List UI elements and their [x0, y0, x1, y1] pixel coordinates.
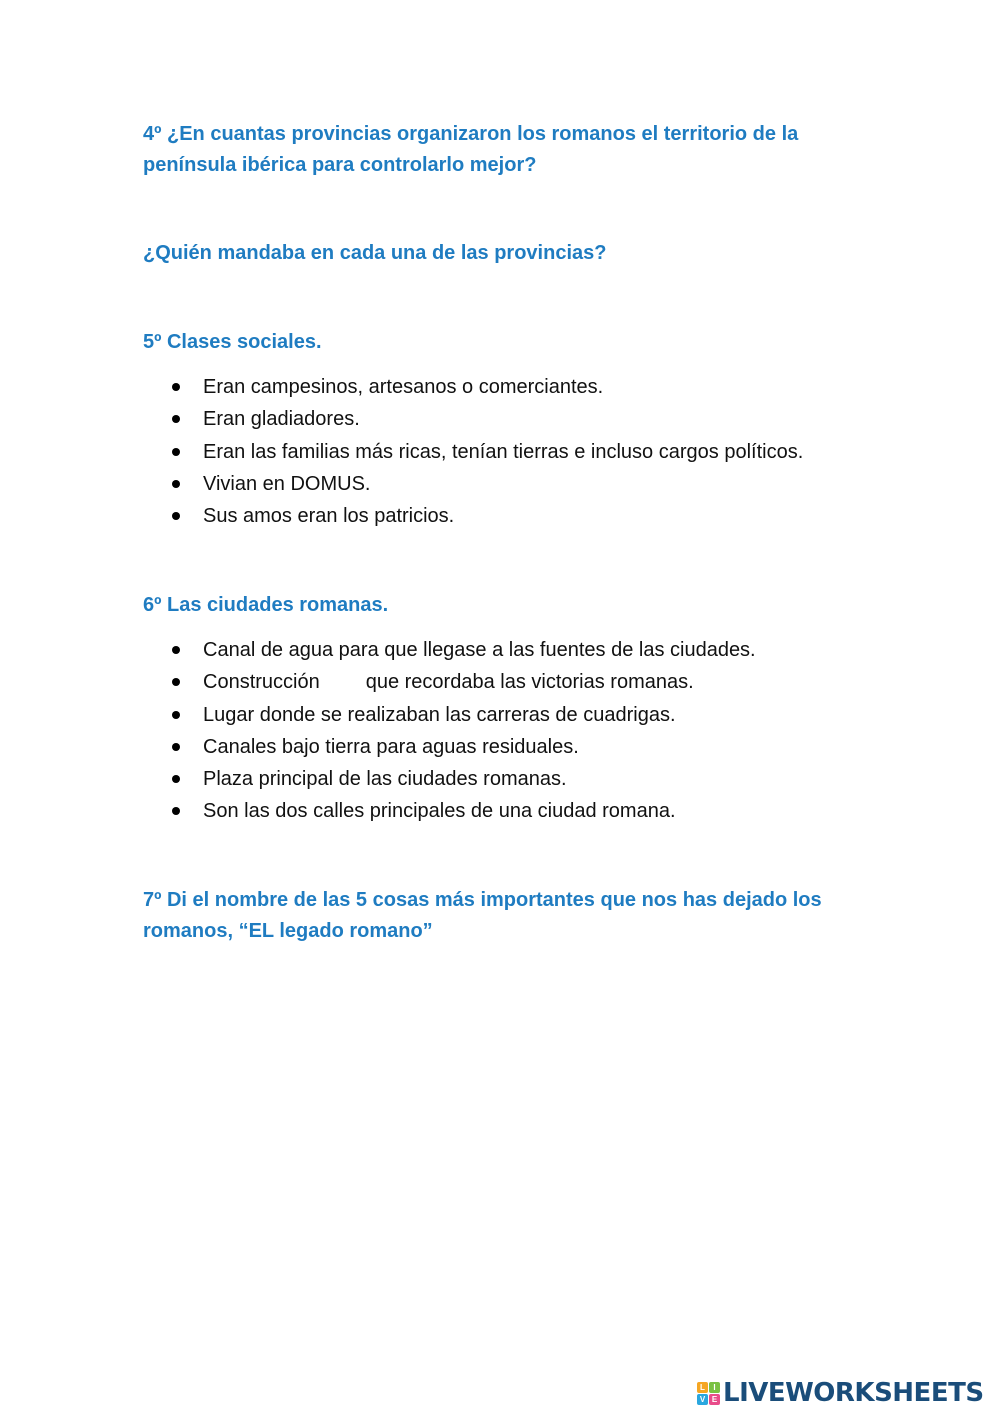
liveworksheets-logo-icon [697, 1382, 720, 1405]
worksheet-page: 4º ¿En cuantas provincias organizaron los romanos el territorio de la península ibérica para controlarlo mejor? ¿Quién mandaba en cada una de las provincias? 5º Clases sociales. Eran campesinos, artesanos o comerciantes. Eran gladiadores. Eran las familias más ricas, tenían tierras e incluso cargos políticos. Vivian en DOMUS. Sus amos eran los patricios. 6º Las ciudades romanas. Canal de agua para que llegase a las fuentes de las ciudades. Construcción que recordaba las victorias romanas. Lugar donde se realizaban las carreras de cuadrigas. Canales bajo tierra para aguas residuales. Plaza principal de las ciudades romanas. Son las dos calles principales de una ciudad romana. 7º Di el nombre de las 5 cosas más importantes que nos has dejado los romanos, “EL legado romano” L I V E LIVEWORKSHEETS [0, 0, 1000, 1413]
bullet-icon [172, 678, 180, 686]
bullet-icon [172, 415, 180, 423]
question-6-heading: 6º Las ciudades romanas. [143, 594, 389, 616]
bullet-icon [172, 512, 180, 520]
bullet-icon [172, 711, 180, 719]
construction-description: que recordaba las victorias romanas. [365, 671, 694, 694]
logo-letter-i: I [709, 1382, 720, 1393]
logo-letter-l: L [697, 1382, 708, 1393]
bullet-icon [172, 646, 180, 654]
bullet-icon [172, 448, 180, 456]
question-4-heading: 4º ¿En cuantas provincias organizaron los romanos el territorio de la península ibérica para controlarlo mejor? [143, 123, 799, 176]
bullet-icon [172, 383, 180, 391]
bullet-icon [172, 775, 180, 783]
question-4-subquestion: ¿Quién mandaba en cada una de las provincias? [143, 242, 607, 264]
construction-label: Construcción [203, 671, 320, 694]
logo-letter-v: V [697, 1394, 708, 1405]
bullet-icon [172, 480, 180, 488]
logo-letter-e: E [709, 1394, 720, 1405]
liveworksheets-logo [697, 1377, 984, 1409]
logo-text: LIVEWORKSHEETS [723, 1378, 984, 1408]
question-5-heading: 5º Clases sociales. [143, 331, 322, 353]
bullet-icon [172, 743, 180, 751]
bullet-icon [172, 807, 180, 815]
question-7-heading: 7º Di el nombre de las 5 cosas más importantes que nos has dejado los romanos, “EL legado romano” [143, 889, 822, 942]
